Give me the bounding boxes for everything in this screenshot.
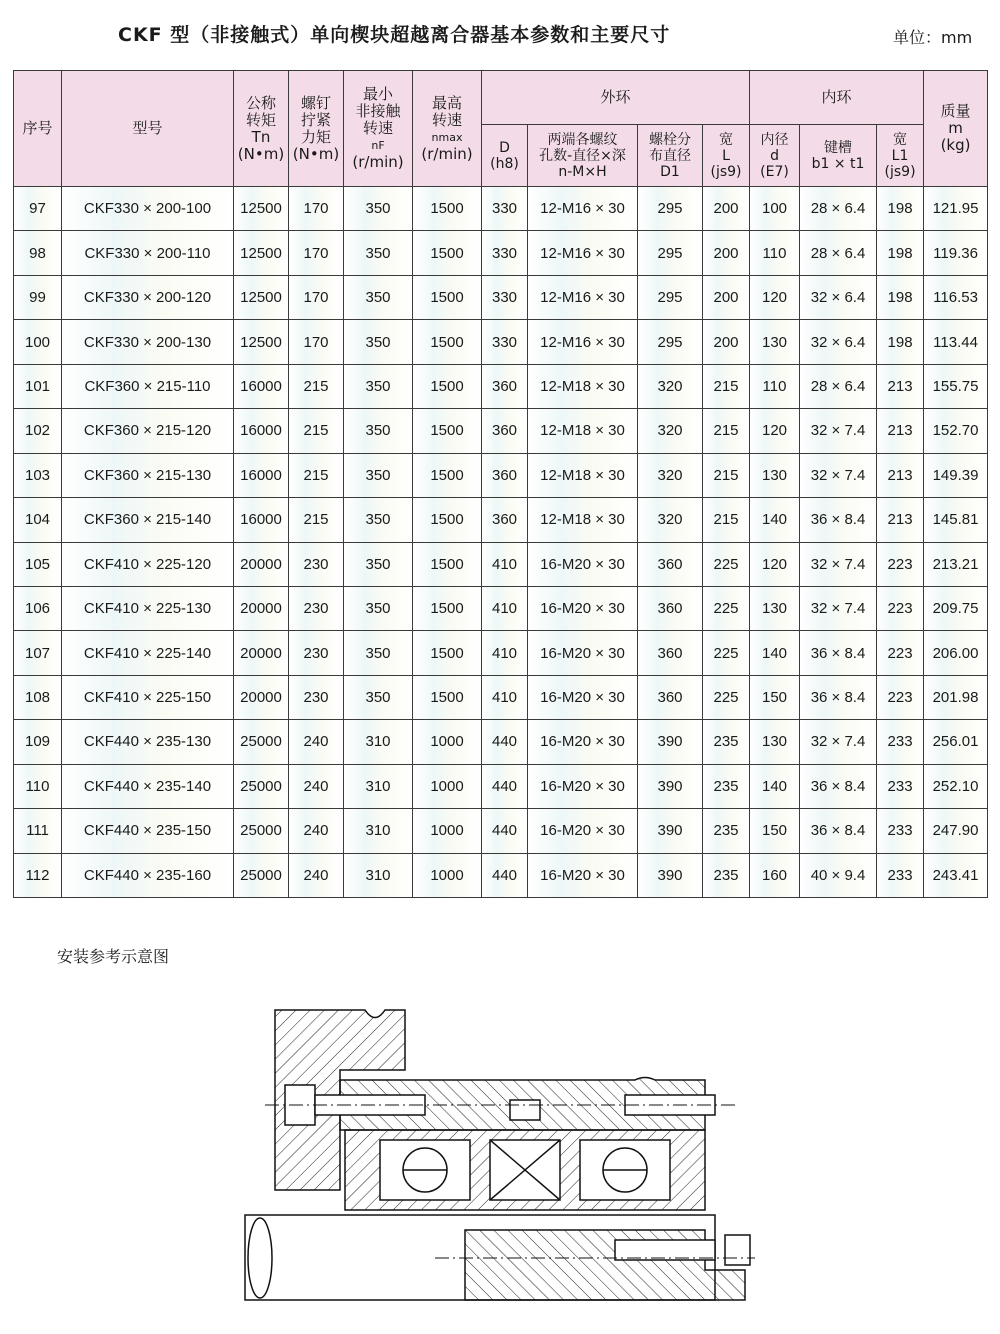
table-cell: 130 (750, 453, 800, 497)
table-cell: 295 (638, 275, 703, 319)
table-row (14, 764, 988, 808)
table-cell: 360 (482, 364, 528, 408)
table-cell: 110 (750, 364, 800, 408)
table-cell: CKF440 × 235-140 (62, 764, 234, 808)
table-cell: 36 × 8.4 (800, 809, 877, 853)
table-cell: 1500 (413, 631, 482, 675)
table-row (14, 720, 988, 764)
table-cell: CKF410 × 225-130 (62, 586, 234, 630)
table-cell: 240 (289, 853, 344, 897)
table-cell: 295 (638, 320, 703, 364)
header-torque: 公称 转矩 Tn (N•m) (234, 71, 289, 187)
header-max-speed: 最高 转速 nmax (r/min) (413, 71, 482, 187)
table-cell: 233 (877, 720, 924, 764)
table-cell: 170 (289, 320, 344, 364)
table-cell: 360 (638, 675, 703, 719)
table-cell: 410 (482, 675, 528, 719)
table-cell: 350 (344, 542, 413, 586)
header-model: 型号 (62, 71, 234, 187)
table-cell: 240 (289, 809, 344, 853)
table-cell: 150 (750, 675, 800, 719)
table-cell: 20000 (234, 675, 289, 719)
table-cell: 200 (703, 187, 750, 231)
table-cell: 225 (703, 675, 750, 719)
header-outer-d1: 螺栓分 布直径 D1 (638, 125, 703, 187)
table-cell: 12500 (234, 320, 289, 364)
table-cell: 101 (14, 364, 62, 408)
table-cell: 12500 (234, 187, 289, 231)
table-cell: 215 (703, 498, 750, 542)
table-cell: 36 × 8.4 (800, 764, 877, 808)
table-body (14, 187, 988, 898)
table-cell: 233 (877, 764, 924, 808)
table-cell: 213 (877, 453, 924, 497)
table-cell: 25000 (234, 809, 289, 853)
table-cell: 233 (877, 809, 924, 853)
table-cell: 213.21 (924, 542, 988, 586)
table-cell: 215 (289, 364, 344, 408)
table-cell: 106 (14, 586, 62, 630)
table-cell: 410 (482, 631, 528, 675)
table-cell: 12-M16 × 30 (528, 320, 638, 364)
table-cell: CKF360 × 215-140 (62, 498, 234, 542)
table-row (14, 498, 988, 542)
table-cell: 252.10 (924, 764, 988, 808)
table-cell: 330 (482, 231, 528, 275)
table-cell: 25000 (234, 720, 289, 764)
table-cell: 1500 (413, 586, 482, 630)
table-row (14, 542, 988, 586)
table-cell: 440 (482, 764, 528, 808)
table-cell: 16000 (234, 453, 289, 497)
table-row (14, 275, 988, 319)
table-cell: 12-M16 × 30 (528, 275, 638, 319)
table-cell: 102 (14, 409, 62, 453)
table-row (14, 809, 988, 853)
table-cell: 215 (289, 453, 344, 497)
table-cell: 320 (638, 498, 703, 542)
table-row (14, 409, 988, 453)
table-cell: 12500 (234, 231, 289, 275)
table-row (14, 853, 988, 897)
table-cell: 110 (750, 231, 800, 275)
table-cell: 16-M20 × 30 (528, 675, 638, 719)
table-cell: 330 (482, 275, 528, 319)
table-cell: 113.44 (924, 320, 988, 364)
table-cell: 32 × 6.4 (800, 320, 877, 364)
table-cell: 360 (638, 542, 703, 586)
table-row (14, 586, 988, 630)
table-cell: CKF330 × 200-120 (62, 275, 234, 319)
table-cell: 25000 (234, 853, 289, 897)
table-cell: 213 (877, 409, 924, 453)
table-cell: 360 (638, 586, 703, 630)
table-cell: 111 (14, 809, 62, 853)
spec-table (13, 70, 988, 898)
table-row (14, 631, 988, 675)
table-cell: 320 (638, 453, 703, 497)
table-cell: 130 (750, 586, 800, 630)
table-cell: 230 (289, 586, 344, 630)
table-cell: 350 (344, 275, 413, 319)
table-cell: 16000 (234, 409, 289, 453)
table-row (14, 231, 988, 275)
table-cell: 360 (482, 498, 528, 542)
installation-diagram (235, 1000, 755, 1320)
table-cell: 1500 (413, 542, 482, 586)
table-cell: 170 (289, 187, 344, 231)
table-cell: 16-M20 × 30 (528, 720, 638, 764)
table-cell: 215 (703, 409, 750, 453)
table-cell: 16-M20 × 30 (528, 809, 638, 853)
table-cell: 110 (14, 764, 62, 808)
table-cell: 20000 (234, 542, 289, 586)
table-cell: 120 (750, 275, 800, 319)
header-outer-l: 宽 L (js9) (703, 125, 750, 187)
table-cell: 12-M18 × 30 (528, 453, 638, 497)
table-cell: 390 (638, 853, 703, 897)
table-cell: 243.41 (924, 853, 988, 897)
table-cell: 410 (482, 542, 528, 586)
page-title: CKF 型（非接触式）单向楔块超越离合器基本参数和主要尺寸 (118, 24, 671, 46)
table-cell: 12-M16 × 30 (528, 231, 638, 275)
table-cell: 155.75 (924, 364, 988, 408)
header-mass: 质量 m (kg) (924, 71, 988, 187)
table-cell: 160 (750, 853, 800, 897)
header-outer-ring: 外环 (482, 71, 750, 125)
table-cell: 230 (289, 631, 344, 675)
table-cell: 16-M20 × 30 (528, 631, 638, 675)
table-cell: 310 (344, 764, 413, 808)
diagram-caption: 安装参考示意图 (57, 947, 170, 966)
table-cell: 1000 (413, 764, 482, 808)
table-cell: 215 (289, 498, 344, 542)
table-cell: 198 (877, 320, 924, 364)
table-cell: 350 (344, 409, 413, 453)
table-cell: 140 (750, 631, 800, 675)
table-cell: 350 (344, 498, 413, 542)
table-cell: 16000 (234, 498, 289, 542)
table-cell: 350 (344, 187, 413, 231)
table-cell: 120 (750, 409, 800, 453)
header-inner-key: 键槽 b1 × t1 (800, 125, 877, 187)
table-cell: 200 (703, 320, 750, 364)
table-cell: 350 (344, 231, 413, 275)
table-cell: 440 (482, 809, 528, 853)
table-cell: 16000 (234, 364, 289, 408)
table-cell: 12500 (234, 275, 289, 319)
table-cell: 32 × 6.4 (800, 275, 877, 319)
table-cell: 295 (638, 231, 703, 275)
table-cell: 104 (14, 498, 62, 542)
spec-table-container (13, 70, 987, 898)
table-cell: 150 (750, 809, 800, 853)
table-cell: 350 (344, 631, 413, 675)
table-cell: 16-M20 × 30 (528, 542, 638, 586)
table-cell: 1500 (413, 275, 482, 319)
table-cell: 235 (703, 809, 750, 853)
table-cell: 215 (289, 409, 344, 453)
table-cell: 20000 (234, 586, 289, 630)
header-inner-d: 内径 d (E7) (750, 125, 800, 187)
table-cell: 28 × 6.4 (800, 187, 877, 231)
table-cell: 350 (344, 675, 413, 719)
table-cell: 225 (703, 631, 750, 675)
table-cell: 350 (344, 586, 413, 630)
header-inner-ring: 内环 (750, 71, 924, 125)
table-cell: 1500 (413, 187, 482, 231)
table-cell: 235 (703, 853, 750, 897)
table-cell: 223 (877, 631, 924, 675)
unit-label: 单位：mm (893, 28, 973, 47)
table-cell: 213 (877, 498, 924, 542)
table-cell: 40 × 9.4 (800, 853, 877, 897)
table-cell: 240 (289, 720, 344, 764)
table-cell: 28 × 6.4 (800, 364, 877, 408)
table-cell: 215 (703, 364, 750, 408)
table-cell: 12-M16 × 30 (528, 187, 638, 231)
table-cell: 247.90 (924, 809, 988, 853)
table-cell: 1500 (413, 364, 482, 408)
table-cell: 12-M18 × 30 (528, 409, 638, 453)
table-cell: 295 (638, 187, 703, 231)
header-outer-holes: 两端各螺纹 孔数-直径×深 n-M×H (528, 125, 638, 187)
table-cell: 1500 (413, 453, 482, 497)
table-cell: 152.70 (924, 409, 988, 453)
table-cell: 200 (703, 275, 750, 319)
table-cell: 100 (750, 187, 800, 231)
table-cell: 390 (638, 809, 703, 853)
table-cell: 36 × 8.4 (800, 675, 877, 719)
table-cell: CKF330 × 200-130 (62, 320, 234, 364)
table-cell: 256.01 (924, 720, 988, 764)
table-cell: CKF440 × 235-130 (62, 720, 234, 764)
table-cell: 109 (14, 720, 62, 764)
table-cell: CKF360 × 215-120 (62, 409, 234, 453)
table-cell: 100 (14, 320, 62, 364)
table-cell: CKF410 × 225-140 (62, 631, 234, 675)
table-cell: CKF360 × 215-130 (62, 453, 234, 497)
table-cell: CKF410 × 225-150 (62, 675, 234, 719)
table-cell: 230 (289, 675, 344, 719)
table-cell: 116.53 (924, 275, 988, 319)
table-cell: 149.39 (924, 453, 988, 497)
table-row (14, 453, 988, 497)
table-row (14, 364, 988, 408)
table-cell: 32 × 7.4 (800, 409, 877, 453)
table-cell: 1000 (413, 720, 482, 764)
table-cell: CKF410 × 225-120 (62, 542, 234, 586)
header-bolt-torque: 螺钉 拧紧 力矩 (N•m) (289, 71, 344, 187)
table-cell: 20000 (234, 631, 289, 675)
table-cell: 213 (877, 364, 924, 408)
table-cell: 310 (344, 809, 413, 853)
header-inner-l1: 宽 L1 (js9) (877, 125, 924, 187)
table-cell: 360 (482, 453, 528, 497)
table-cell: 36 × 8.4 (800, 631, 877, 675)
table-cell: 103 (14, 453, 62, 497)
table-cell: 200 (703, 231, 750, 275)
table-cell: 440 (482, 720, 528, 764)
table-cell: 1500 (413, 409, 482, 453)
table-cell: 390 (638, 764, 703, 808)
table-cell: 235 (703, 720, 750, 764)
table-cell: 1500 (413, 231, 482, 275)
table-cell: 350 (344, 320, 413, 364)
header-min-speed: 最小 非接触 转速 nF (r/min) (344, 71, 413, 187)
table-cell: 360 (638, 631, 703, 675)
table-cell: 223 (877, 586, 924, 630)
table-row (14, 187, 988, 231)
table-cell: 119.36 (924, 231, 988, 275)
table-cell: 330 (482, 320, 528, 364)
table-cell: 170 (289, 231, 344, 275)
table-cell: 225 (703, 542, 750, 586)
table-cell: CKF330 × 200-100 (62, 187, 234, 231)
table-cell: 1000 (413, 853, 482, 897)
table-cell: 32 × 7.4 (800, 542, 877, 586)
table-cell: 233 (877, 853, 924, 897)
table-cell: 350 (344, 364, 413, 408)
table-row (14, 675, 988, 719)
table-cell: 223 (877, 675, 924, 719)
table-cell: 320 (638, 364, 703, 408)
table-cell: 1500 (413, 320, 482, 364)
table-cell: 410 (482, 586, 528, 630)
table-cell: 310 (344, 720, 413, 764)
table-cell: 310 (344, 853, 413, 897)
table-cell: 25000 (234, 764, 289, 808)
table-cell: 320 (638, 409, 703, 453)
table-cell: 350 (344, 453, 413, 497)
table-cell: 130 (750, 720, 800, 764)
table-row (14, 320, 988, 364)
table-cell: 105 (14, 542, 62, 586)
table-cell: 120 (750, 542, 800, 586)
table-cell: 198 (877, 187, 924, 231)
table-cell: 198 (877, 275, 924, 319)
table-cell: 32 × 7.4 (800, 720, 877, 764)
table-cell: 209.75 (924, 586, 988, 630)
table-cell: 223 (877, 542, 924, 586)
table-cell: 230 (289, 542, 344, 586)
table-cell: CKF330 × 200-110 (62, 231, 234, 275)
table-cell: 225 (703, 586, 750, 630)
table-cell: 16-M20 × 30 (528, 853, 638, 897)
table-cell: 130 (750, 320, 800, 364)
table-cell: 97 (14, 187, 62, 231)
header-outer-d: D (h8) (482, 125, 528, 187)
table-cell: 1000 (413, 809, 482, 853)
table-cell: CKF440 × 235-160 (62, 853, 234, 897)
table-cell: 108 (14, 675, 62, 719)
table-cell: 98 (14, 231, 62, 275)
table-cell: 1500 (413, 675, 482, 719)
table-cell: 145.81 (924, 498, 988, 542)
table-cell: 140 (750, 764, 800, 808)
table-cell: 360 (482, 409, 528, 453)
table-cell: 16-M20 × 30 (528, 586, 638, 630)
table-cell: 330 (482, 187, 528, 231)
table-cell: 99 (14, 275, 62, 319)
table-cell: 390 (638, 720, 703, 764)
table-cell: 112 (14, 853, 62, 897)
table-cell: 121.95 (924, 187, 988, 231)
table-cell: 12-M18 × 30 (528, 498, 638, 542)
table-cell: CKF360 × 215-110 (62, 364, 234, 408)
table-cell: 240 (289, 764, 344, 808)
table-cell: 12-M18 × 30 (528, 364, 638, 408)
table-cell: 440 (482, 853, 528, 897)
table-cell: 215 (703, 453, 750, 497)
table-cell: 32 × 7.4 (800, 453, 877, 497)
table-cell: CKF440 × 235-150 (62, 809, 234, 853)
table-cell: 201.98 (924, 675, 988, 719)
header-seq: 序号 (14, 71, 62, 187)
table-cell: 170 (289, 275, 344, 319)
table-cell: 32 × 7.4 (800, 586, 877, 630)
table-cell: 28 × 6.4 (800, 231, 877, 275)
table-cell: 206.00 (924, 631, 988, 675)
table-cell: 16-M20 × 30 (528, 764, 638, 808)
table-cell: 107 (14, 631, 62, 675)
table-cell: 36 × 8.4 (800, 498, 877, 542)
table-cell: 1500 (413, 498, 482, 542)
table-cell: 235 (703, 764, 750, 808)
table-cell: 140 (750, 498, 800, 542)
table-cell: 198 (877, 231, 924, 275)
